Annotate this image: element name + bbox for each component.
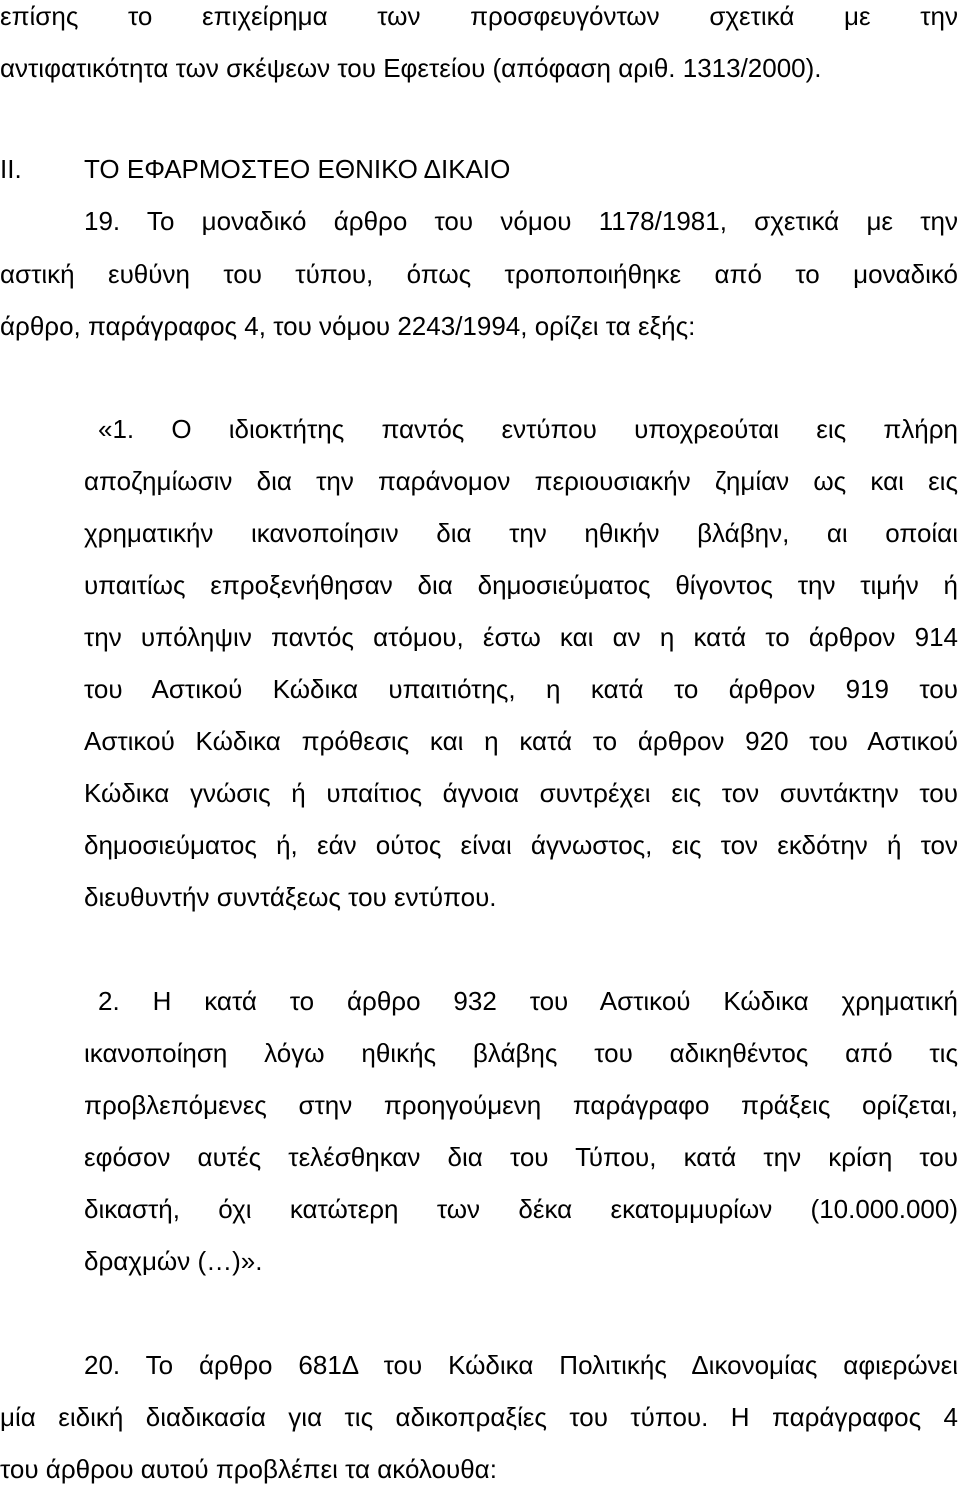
para20-line-3: του άρθρου αυτού προβλέπει τα ακόλουθα: — [0, 1454, 497, 1484]
quote1-line-5: την υπόληψιν παντός ατόμου, έστω και αν η κατά το άρθρον 914 — [84, 622, 958, 652]
quote1-line-3: χρηματικήν ικανοποίησιν δια την ηθικήν βλάβην, αι οποίαι — [84, 518, 958, 548]
quote1-line-6: του Αστικού Κώδικα υπαιτιότης, η κατά το άρθρον 919 του — [84, 674, 958, 704]
quote1-line-1: «1. Ο ιδιοκτήτης παντός εντύπου υποχρεούται εις πλήρη — [98, 414, 958, 444]
quote2-line-2: ικανοποίηση λόγω ηθικής βλάβης του αδικηθέντος από τις — [84, 1038, 958, 1068]
para20-line-1: 20. Το άρθρο 681Δ του Κώδικα Πολιτικής Δικονομίας αφιερώνει — [84, 1350, 958, 1380]
quote1-line-7: Αστικού Κώδικα πρόθεσις και η κατά το άρθρον 920 του Αστικού — [84, 726, 958, 756]
quote2-line-4: εφόσον αυτές τελέσθηκαν δια του Τύπου, κατά την κρίση του — [84, 1142, 958, 1172]
quote1-line-2: αποζημίωσιν δια την παράνομον περιουσιακήν ζημίαν ως και εις — [84, 466, 958, 496]
quote2-line-6: δραχμών (…)». — [84, 1246, 263, 1276]
intro-line-2: αντιφατικότητα των σκέψεων του Εφετείου (απόφαση αριθ. 1313/2000). — [0, 53, 822, 83]
quote2-line-3: προβλεπόμενες στην προηγούμενη παράγραφο πράξεις ορίζεται, — [84, 1090, 958, 1120]
section-title: ΤΟ ΕΦΑΡΜΟΣΤΕΟ ΕΘΝΙΚΟ ΔΙΚΑΙΟ — [84, 154, 511, 184]
section-number: II. — [0, 154, 22, 184]
intro-line-1: επίσης το επιχείρημα των προσφευγόντων σχετικά με την — [0, 1, 958, 31]
para19-line-3: άρθρο, παράγραφος 4, του νόμου 2243/1994, ορίζει τα εξής: — [0, 311, 696, 341]
para20-line-2: μία ειδική διαδικασία για τις αδικοπραξίες του τύπου. Η παράγραφος 4 — [0, 1402, 958, 1432]
quote1-line-4: υπαιτίως επροξενήθησαν δια δημοσιεύματος θίγοντος την τιμήν ή — [84, 570, 958, 600]
para19-line-1: 19. Το μοναδικό άρθρο του νόμου 1178/1981, σχετικά με την — [84, 206, 958, 236]
quote1-line-8: Κώδικα γνώσις ή υπαίτιος άγνοια συντρέχει εις τον συντάκτην του — [84, 778, 958, 808]
quote1-line-9: δημοσιεύματος ή, εάν ούτος είναι άγνωστος, εις τον εκδότην ή τον — [84, 830, 958, 860]
para19-line-2: αστική ευθύνη του τύπου, όπως τροποποιήθηκε από το μοναδικό — [0, 259, 958, 289]
quote2-line-1: 2. Η κατά το άρθρο 932 του Αστικού Κώδικα χρηματική — [98, 986, 958, 1016]
quote2-line-5: δικαστή, όχι κατώτερη των δέκα εκατομμυρίων (10.000.000) — [84, 1194, 958, 1224]
quote1-line-10: διευθυντήν συντάξεως του εντύπου. — [84, 882, 497, 912]
